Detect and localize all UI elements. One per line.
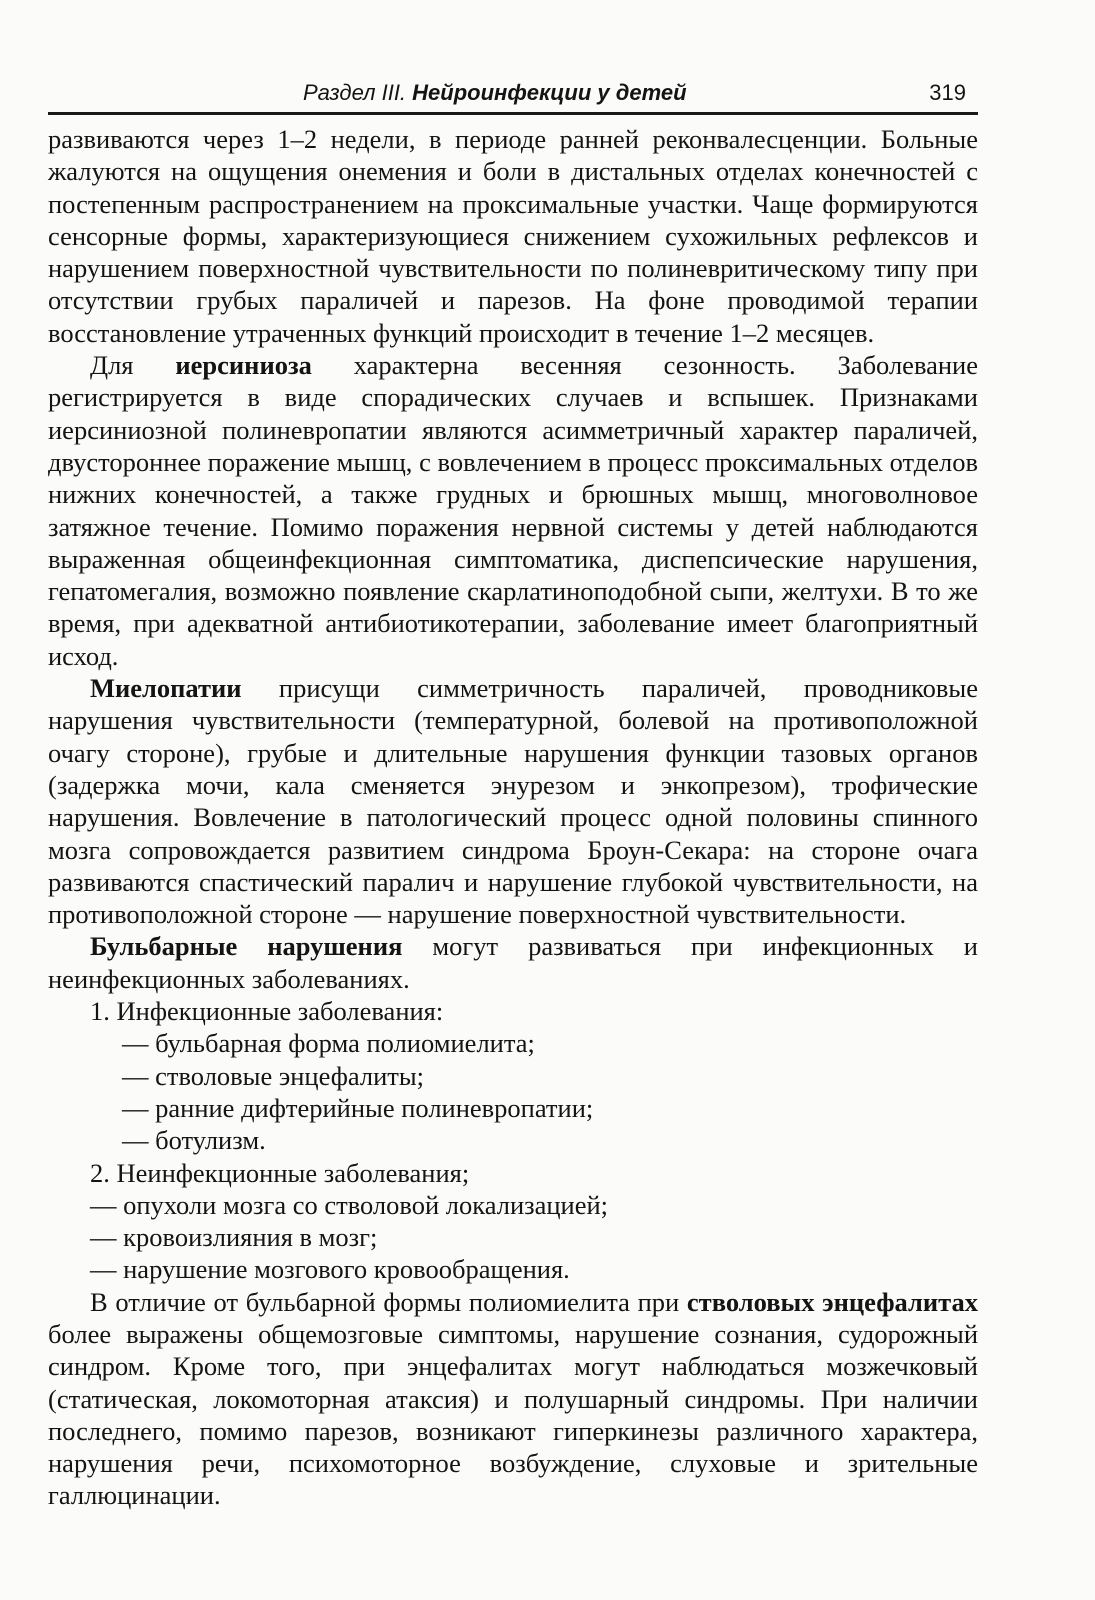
- paragraph-encephalitis: [48, 1286, 978, 1512]
- text-run: В отличие от бульбарной формы полиомиелита при: [90, 1286, 687, 1317]
- list-item: — стволовые энцефалиты;: [122, 1060, 425, 1091]
- page-body: [48, 123, 978, 1512]
- section-title: [303, 80, 687, 106]
- paragraph-bulbar: [48, 930, 978, 995]
- list-item: — опухоли мозга со стволовой локализацией;: [90, 1189, 609, 1220]
- term-stem-encephalitis: стволовых энцефалитах: [686, 1286, 978, 1317]
- text-run: могут развиваться при инфекционных и неинфекционных заболеваниях.: [48, 931, 978, 994]
- paragraph-myelopathy: [48, 672, 978, 930]
- section-name: Нейроинфекции у детей: [412, 80, 687, 105]
- list-item: — кровоизлияния в мозг;: [90, 1222, 378, 1253]
- list-item: — нарушение мозгового кровообращения.: [90, 1254, 570, 1285]
- term-bulbar-disorders: Бульбарные нарушения: [90, 931, 403, 962]
- section-prefix: Раздел III.: [303, 80, 407, 105]
- list-item: — ботулизм.: [122, 1125, 266, 1156]
- list-heading-infectious: 1. Инфекционные заболевания:: [90, 996, 444, 1027]
- term-yersiniosis: иерсиниоза: [175, 350, 312, 381]
- running-header: [48, 72, 978, 115]
- text-run: характерна весенняя сезонность. Заболевание регистрируется в виде спорадических случаев и вспышек. Признаками иерсиниозной полиневропатии являются асимметричный характер параличей, двустороннее поражение мышц, с вовлечением в процесс проксимальных отделов нижних конечностей, а также грудных и брюшных мышц, многоволновое затяжное течение. Помимо поражения нервной системы у детей наблюдаются выраженная общеинфекционная симптоматика, диспепсические нарушения, гепатомегалия, возможно появление скарлатиноподобной сыпи, желтухи. В то же время, при адекватной антибиотикотерапии, заболевание имеет благоприятный исход.: [48, 350, 978, 671]
- list-item: — ранние дифтерийные полиневропатии;: [122, 1092, 594, 1123]
- book-page: [48, 72, 978, 1512]
- text-run: более выражены общемозговые симптомы, нарушение сознания, судорожный синдром. Кроме того, при энцефалитах могут наблюдаться мозжечковый (статическая, локомоторная атаксия) и полушарный синдромы. При наличии последнего, помимо парезов, возникают гиперкинезы различного характера, нарушения речи, психомоторное возбуждение, слуховые и зрительные галлюцинации.: [48, 1318, 978, 1511]
- term-myelopathy: Миелопатии: [90, 673, 242, 704]
- paragraph-yersiniosis: [48, 349, 978, 672]
- paragraph-continuation: развиваются через 1–2 недели, в периоде ранней реконвалесценции. Больные жалуются на ощущения онемения и боли в дистальных отделах конечностей с постепенным распространением на проксимальные участки. Чаще формируются сенсорные формы, характеризующиеся снижением сухожильных рефлексов и нарушением поверхностной чувствительности по полиневритическому типу при отсутствии грубых параличей и парезов. На фоне проводимой терапии восстановление утраченных функций происходит в течение 1–2 месяцев.: [48, 124, 978, 348]
- list-item: — бульбарная форма полиомиелита;: [122, 1028, 535, 1059]
- page-number: 319: [929, 80, 966, 105]
- text-run: Для: [90, 350, 176, 381]
- text-run: присущи симметричность параличей, проводниковые нарушения чувствительности (температурной, болевой на противоположной очагу стороне), грубые и длительные нарушения функции тазовых органов (задержка мочи, кала сменяется энурезом и энкопрезом), трофические нарушения. Вовлечение в патологический процесс одной половины спинного мозга сопровождается развитием синдрома Броун-Секара: на стороне очага развиваются спастический паралич и нарушение глубокой чувствительности, на противоположной стороне — нарушение поверхностной чувствительности.: [48, 673, 978, 930]
- list-heading-noninfectious: 2. Неинфекционные заболевания;: [90, 1157, 470, 1188]
